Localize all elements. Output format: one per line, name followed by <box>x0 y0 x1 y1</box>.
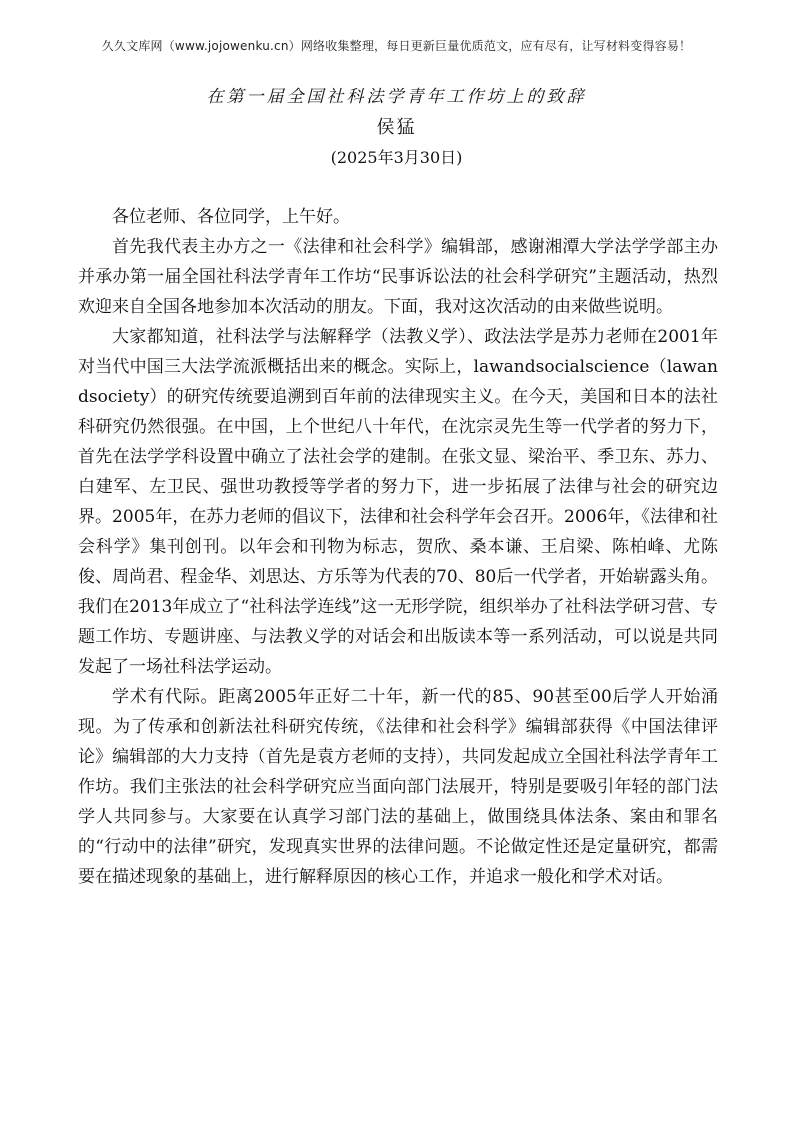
paragraph-background: 大家都知道，社科法学与法解释学（法教义学）、政法法学是苏力老师在2001年对当代中国三大法学流派概括出来的概念。实际上，lawandsocialscience（lawandsociety）的研究传统要追溯到百年前的法律现实主义。在今天，美国和日本的法社科研究仍然很强。在中国，上个世纪八十年代，在沈宗灵先生等一代学者的努力下，首先在法学学科设置中确立了法社会学的建制。在张文显、梁治平、季卫东、苏力、白建军、左卫民、强世功教授等学者的努力下，进一步拓展了法律与社会的研究边界。2005年，在苏力老师的倡议下，法律和社会科学年会召开。2006年，《法律和社会科学》集刊创刊。以年会和刊物为标志，贺欣、桑本谦、王启梁、陈柏峰、尤陈俊、周尚君、程金华、刘思达、方乐等为代表的70、80后一代学者，开始崭露头角。我们在2013年成立了“社科法学连线”这一无形学院，组织举办了社科法学研习营、专题工作坊、专题讲座、与法教义学的对话会和出版读本等一系列活动，可以说是共同发起了一场社科法学运动。 <box>78 327 718 677</box>
document-body <box>78 202 718 892</box>
paragraph-thanks: 首先我代表主办方之一《法律和社会科学》编辑部，感谢湘潭大学法学学部主办并承办第一届全国社科法学青年工作坊“民事诉讼法的社会科学研究”主题活动，热烈欢迎来自全国各地参加本次活动的朋友。下面，我对这次活动的由来做些说明。 <box>78 237 718 317</box>
header-banner: 久久文库网（www.jojowenku.cn）网络收集整理，每日更新巨量优质范文，应有尽有，让写材料变得容易！ <box>101 39 692 53</box>
document-date: (2025年3月30日) <box>330 148 463 167</box>
paragraph-greeting: 各位老师、各位同学，上午好。 <box>112 207 350 227</box>
paragraph-generation: 学术有代际。距离2005年正好二十年，新一代的85、90甚至00后学人开始涌现。为了传承和创新法社科研究传统，《法律和社会科学》编辑部获得《中国法律评论》编辑部的大力支持（首先是袁方老师的支持），共同发起成立全国社科法学青年工作坊。我们主张法的社会科学研究应当面向部门法展开，特别是要吸引年轻的部门法学人共同参与。大家要在认真学习部门法的基础上，做围绕具体法条、案由和罪名的“行动中的法律”研究，发现真实世界的法律问题。不论做定性还是定量研究，都需要在描述现象的基础上，进行解释原因的核心工作，并追求一般化和学术对话。 <box>78 687 718 887</box>
document-title: 在第一届全国社科法学青年工作坊上的致辞 <box>206 87 587 107</box>
document-author: 侯猛 <box>376 117 417 138</box>
